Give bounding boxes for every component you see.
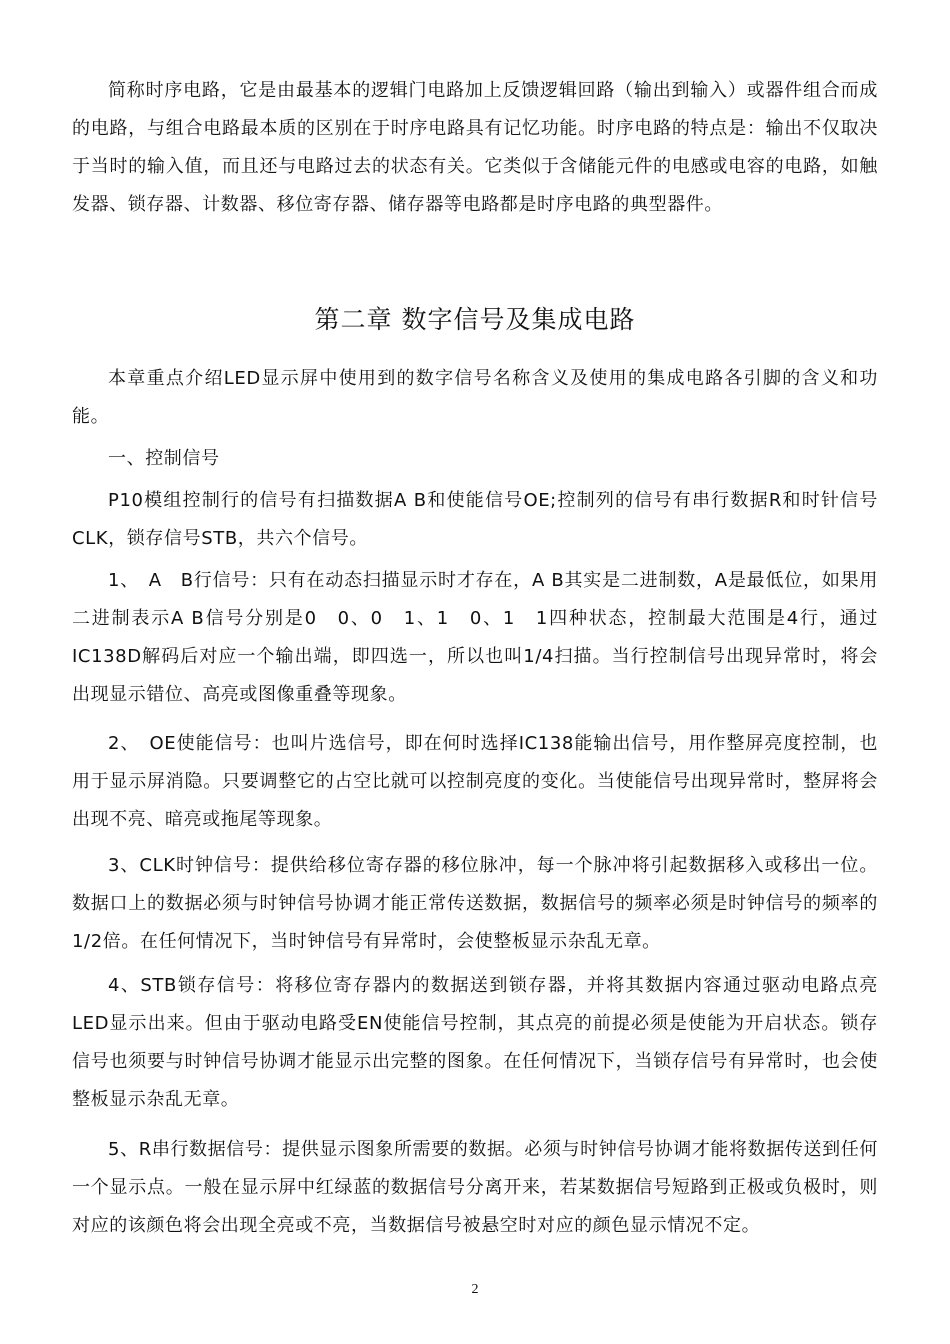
list-item-row-signal: 1、 A B行信号：只有在动态扫描显示时才存在，A B其实是二进制数，A是最低位，如果用二进制表示A B信号分别是0 0、0 1、1 0、1 1四种状态，控制最大范围是4行，通过IC138D解码后对应一个输出端，即四选一，所以也叫1/4扫描。当行控制信号出现异常时，将会出现显示错位、高亮或图像重叠等现象。 (72, 570, 878, 705)
chapter-intro-paragraph: 本章重点介绍LED显示屏中使用到的数字信号名称含义及使用的集成电路各引脚的含义和功能。 (72, 368, 878, 427)
list-item-oe-signal: 2、 OE使能信号：也叫片选信号，即在何时选择IC138能输出信号，用作整屏亮度控制，也用于显示屏消隐。只要调整它的占空比就可以控制亮度的变化。当使能信号出现异常时，整屏将会出现不亮、暗亮或拖尾等现象。 (72, 733, 878, 830)
list-item-clk-signal: 3、CLK时钟信号：提供给移位寄存器的移位脉冲，每一个脉冲将引起数据移入或移出一位。数据口上的数据必须与时钟信号协调才能正常传送数据，数据信号的频率必须是时钟信号的频率的1/2倍。在任何情况下，当时钟信号有异常时，会使整板显示杂乱无章。 (72, 855, 878, 952)
section-intro-paragraph: P10模组控制行的信号有扫描数据A B和使能信号OE;控制列的信号有串行数据R和时针信号CLK，锁存信号STB，共六个信号。 (72, 490, 878, 549)
page-number: 2 (471, 1282, 479, 1297)
list-item-r-signal: 5、R串行数据信号：提供显示图象所需要的数据。必须与时钟信号协调才能将数据传送到任何一个显示点。一般在显示屏中红绿蓝的数据信号分离开来，若某数据信号短路到正极或负极时，则对应的该颜色将会出现全亮或不亮，当数据信号被悬空时对应的颜色显示情况不定。 (72, 1139, 878, 1236)
list-item-stb-signal: 4、STB锁存信号：将移位寄存器内的数据送到锁存器，并将其数据内容通过驱动电路点亮LED显示出来。但由于驱动电路受EN使能信号控制，其点亮的前提必须是使能为开启状态。锁存信号也须要与时钟信号协调才能显示出完整的图象。在任何情况下，当锁存信号有异常时，也会使整板显示杂乱无章。 (72, 975, 878, 1110)
section-heading: 一、控制信号 (108, 448, 220, 469)
intro-paragraph: 简称时序电路，它是由最基本的逻辑门电路加上反馈逻辑回路（输出到输入）或器件组合而成的电路，与组合电路最本质的区别在于时序电路具有记忆功能。时序电路的特点是：输出不仅取决于当时的输入值，而且还与电路过去的状态有关。它类似于含储能元件的电感或电容的电路，如触发器、锁存器、计数器、移位寄存器、储存器等电路都是时序电路的典型器件。 (72, 80, 878, 215)
chapter-title: 第二章 数字信号及集成电路 (314, 305, 636, 334)
